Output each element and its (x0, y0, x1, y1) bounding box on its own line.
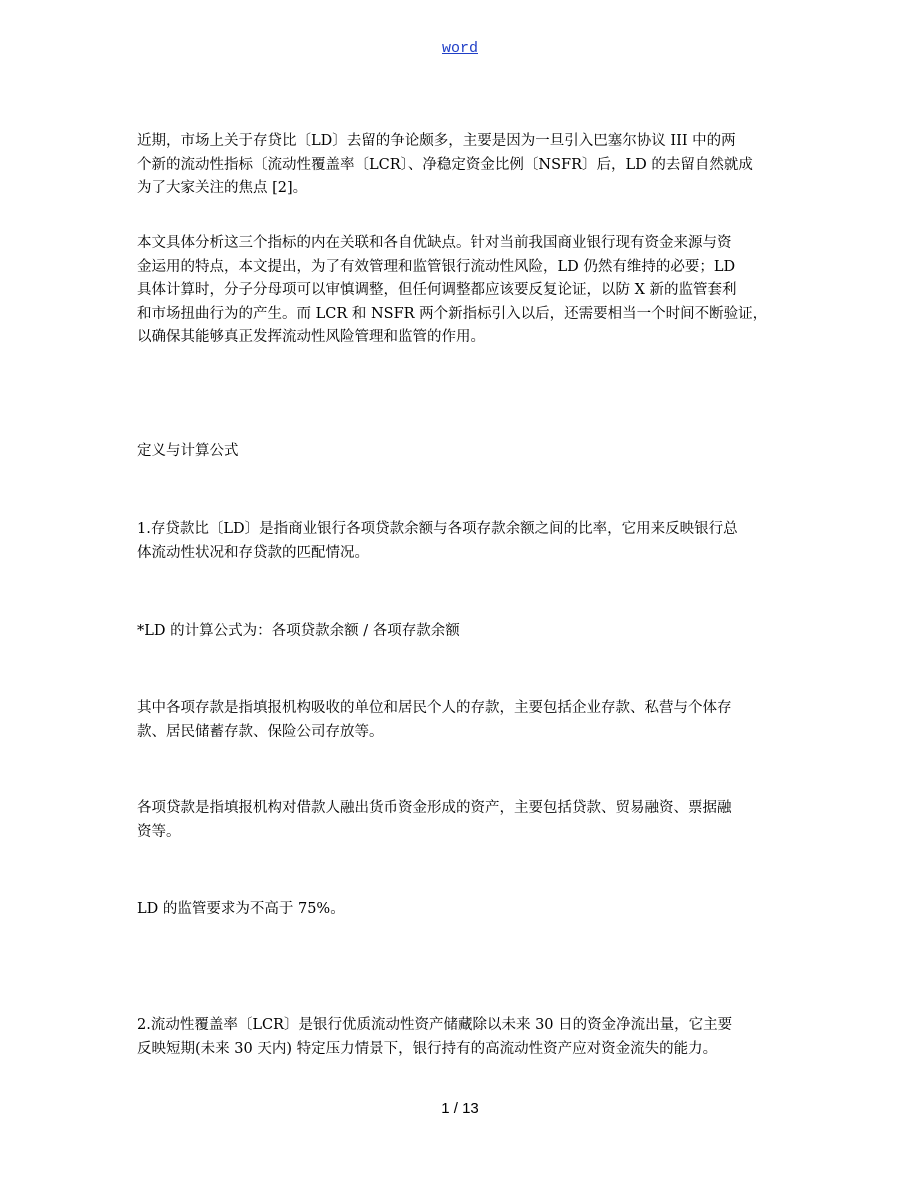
text-line: 体流动性状况和存贷款的匹配情况。 (137, 544, 369, 561)
paragraph-ld-definition (137, 518, 797, 565)
text-line: LD 的监管要求为不高于 75%。 (137, 901, 345, 917)
text-line: 个新的流动性指标〔流动性覆盖率〔LCR〕、净稳定资金比例〔NSFR〕后，LD 的去留自然就成 (137, 156, 753, 173)
page-indicator: 1 / 13 (441, 1100, 479, 1117)
text-line: 款、居民储蓄存款、保险公司存放等。 (137, 723, 384, 740)
text-line: 1.存贷款比〔LD〕是指商业银行各项贷款余额与各项存款余额之间的比率，它用来反映银行总 (137, 521, 738, 537)
text-line: 金运用的特点，本文提出，为了有效管理和监管银行流动性风险，LD 仍然有维持的必要；LD (137, 258, 736, 275)
section-heading-definitions (137, 440, 797, 464)
text-line: 2.流动性覆盖率〔LCR〕是银行优质流动性资产储藏除以未来 30 日的资金净流出量，它主要 (137, 1017, 733, 1033)
formula-text: *LD 的计算公式为：各项贷款余额 / 各项存款余额 (137, 623, 460, 639)
text-line: 具体计算时，分子分母项可以审慎调整，但任何调整都应该要反复论证，以防 X 新的监管套利 (137, 282, 737, 298)
paragraph-intro (137, 130, 797, 201)
text-line: 其中各项存款是指填报机构吸收的单位和居民个人的存款，主要包括企业存款、私营与个体存 (137, 700, 732, 716)
text-line: 以确保其能够真正发挥流动性风险管理和监管的作用。 (137, 329, 485, 345)
paragraph-loans (137, 797, 797, 844)
paragraph-deposits (137, 697, 797, 744)
text-line: 本文具体分析这三个指标的内在关联和各自优缺点。针对当前我国商业银行现有资金来源与资 (137, 235, 732, 251)
text-line: 和市场扭曲行为的产生。而 LCR 和 NSFR 两个新指标引入以后，还需要相当一个时间不断验证， (137, 305, 768, 322)
text-line: 资等。 (137, 823, 181, 840)
heading-text: 定义与计算公式 (137, 443, 239, 459)
paragraph-lcr-definition (137, 1014, 797, 1061)
paragraph-analysis (137, 232, 797, 350)
text-line: 反映短期(未来 30 天内) 特定压力情景下，银行持有的高流动性资产应对资金流失的能力。 (137, 1040, 718, 1057)
text-line: 近期，市场上关于存贷比〔LD〕去留的争论颇多，主要是因为一旦引入巴塞尔协议 III 中的两 (137, 133, 736, 149)
text-line: 各项贷款是指填报机构对借款人融出货币资金形成的资产，主要包括贷款、贸易融资、票据融 (137, 800, 732, 816)
paragraph-ld-requirement (137, 898, 797, 922)
paragraph-ld-formula (137, 620, 797, 644)
text-line: 为了大家关注的焦点 [2]。 (137, 180, 308, 196)
header-word-link[interactable]: word (441, 40, 478, 57)
